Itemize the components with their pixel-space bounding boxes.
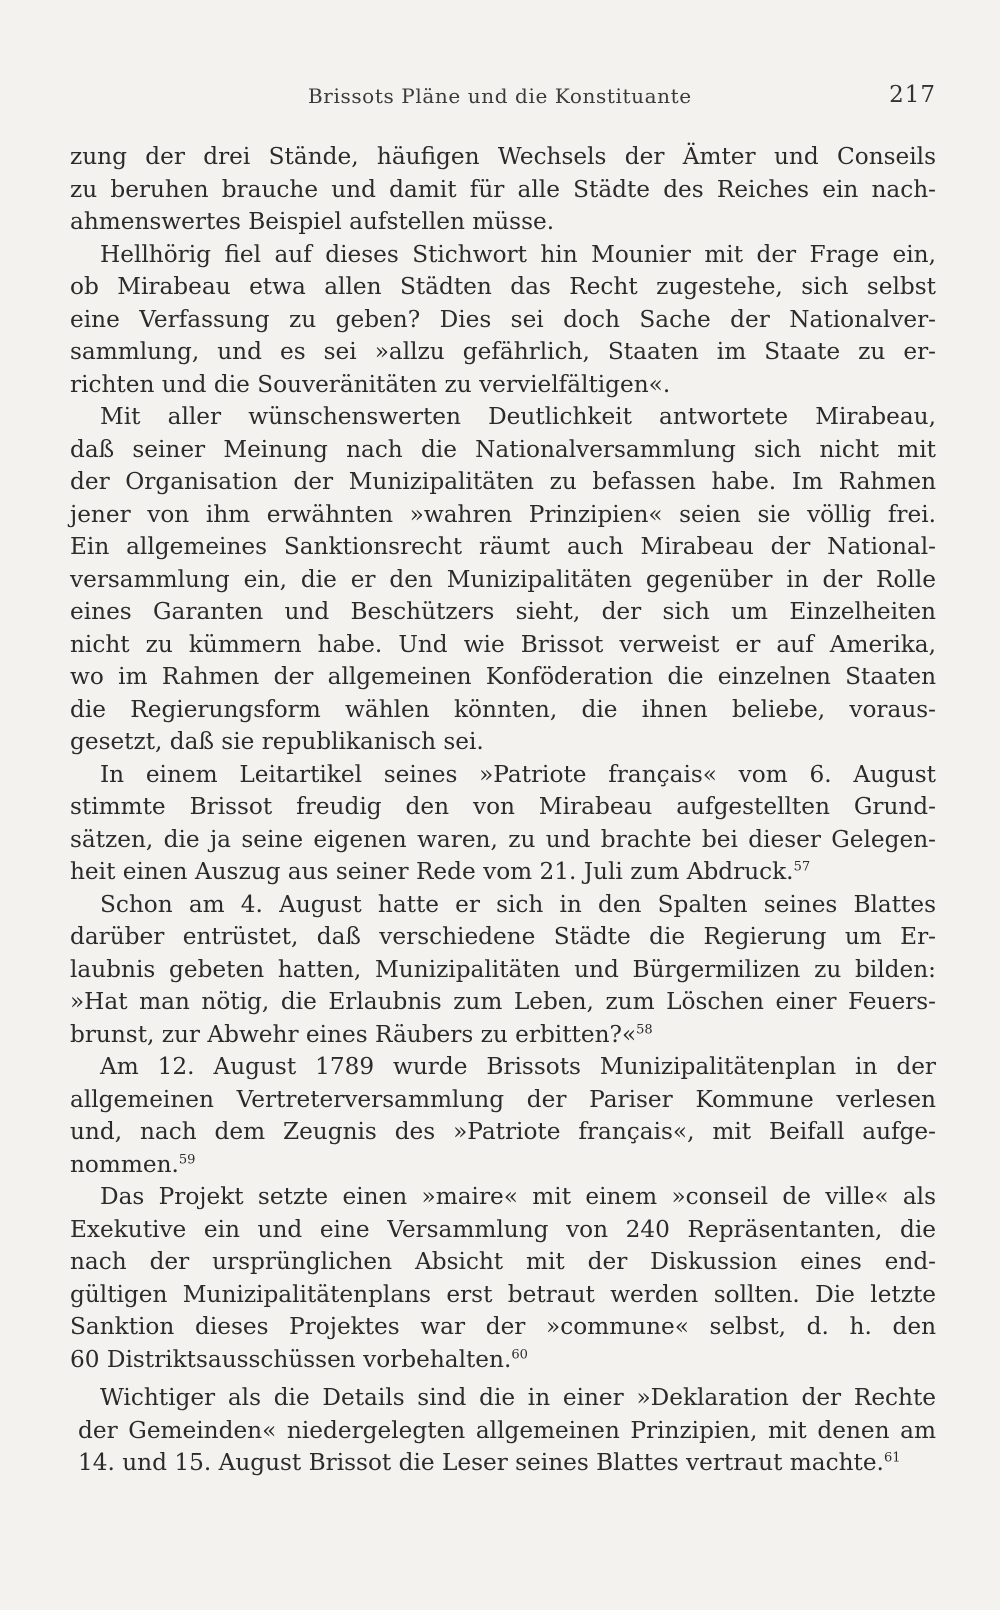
text-line <box>70 174 936 207</box>
text-line <box>70 1051 936 1084</box>
line-text: die Regierungsform wählen könnten, die ihnen beliebe, voraus- <box>70 695 936 723</box>
line-text: darüber entrüstet, daß verschiedene Städte die Regierung um Er- <box>70 923 936 950</box>
line-text: 60 Distriktsausschüssen vorbehalten. <box>70 1345 512 1373</box>
line-text: Das Projekt setzte einen »maire« mit einem »conseil de ville« als <box>100 1183 936 1210</box>
text-line <box>70 1116 936 1149</box>
line-text: sätzen, die ja seine eigenen waren, zu und brachte bei dieser Gelegen- <box>70 825 936 853</box>
line-text: 14. und 15. August Brissot die Leser seines Blattes vertraut machte. <box>78 1449 884 1476</box>
line-text: Sanktion dieses Projektes war der »commune« selbst, d. h. den <box>70 1313 936 1340</box>
text-line <box>70 466 936 499</box>
text-line <box>70 271 936 304</box>
footnote-ref[interactable]: 59 <box>178 1151 196 1167</box>
text-line <box>70 856 936 889</box>
line-text: sammlung, und es sei »allzu gefährlich, Staaten im Staate zu er- <box>70 338 936 365</box>
paragraph <box>70 1051 936 1181</box>
text-line <box>70 1311 936 1344</box>
line-text: zung der drei Stände, häufigen Wechsels der Ämter und Conseils <box>70 143 936 170</box>
footnote-ref[interactable]: 61 <box>883 1450 901 1466</box>
text-line <box>70 499 936 532</box>
text-line <box>70 336 936 369</box>
text-line <box>70 206 936 239</box>
text-line <box>70 1447 936 1480</box>
line-text: der Organisation der Munizipalitäten zu befassen habe. Im Rahmen <box>70 468 936 495</box>
text-line <box>70 694 936 727</box>
footnote-ref[interactable]: 58 <box>636 1021 653 1037</box>
line-text: jener von ihm erwähnten »wahren Prinzipien« seien sie völlig frei. <box>70 500 936 528</box>
line-text: Hellhörig fiel auf dieses Stichwort hin Mounier mit der Frage ein, <box>100 240 936 268</box>
text-line <box>70 239 936 272</box>
text-line <box>70 304 936 337</box>
text-line <box>70 726 936 759</box>
running-head <box>70 84 936 116</box>
text-line <box>70 954 936 987</box>
text-line <box>70 1181 936 1214</box>
footnote-ref[interactable]: 60 <box>511 1346 528 1362</box>
text-line <box>70 986 936 1019</box>
line-text: nicht zu kümmern habe. Und wie Brissot verweist er auf Amerika, <box>70 630 936 658</box>
text-line <box>70 564 936 597</box>
text-line <box>70 1246 936 1279</box>
line-text: versammlung ein, die er den Munizipalitäten gegenüber in der Rolle <box>70 565 936 593</box>
text-line <box>70 661 936 694</box>
paragraph <box>70 239 936 402</box>
line-text: laubnis gebeten hatten, Munizipalitäten und Bürgermilizen zu bilden: <box>70 955 936 983</box>
line-text: und, nach dem Zeugnis des »Patriote français«, mit Beifall aufge- <box>70 1118 936 1145</box>
paragraph <box>70 141 936 239</box>
line-text: ob Mirabeau etwa allen Städten das Recht zugestehe, sich selbst <box>70 273 936 300</box>
text-line <box>70 369 936 402</box>
text-line <box>70 791 936 824</box>
text-line <box>70 596 936 629</box>
line-text: Exekutive ein und eine Versammlung von 240 Repräsentanten, die <box>70 1215 936 1243</box>
text-line <box>70 1344 936 1377</box>
line-text: wo im Rahmen der allgemeinen Konföderation die einzelnen Staaten <box>70 663 936 690</box>
line-text: stimmte Brissot freudig den von Mirabeau aufgestellten Grund- <box>70 793 936 820</box>
text-line <box>70 1084 936 1117</box>
footnote-ref[interactable]: 57 <box>793 859 811 875</box>
line-text: Am 12. August 1789 wurde Brissots Munizipalitätenplan in der <box>100 1053 936 1080</box>
paragraph <box>70 401 936 759</box>
line-text: daß seiner Meinung nach die Nationalversammlung sich nicht mit <box>70 435 936 463</box>
line-text: richten und die Souveränitäten zu vervielfältigen«. <box>70 370 671 398</box>
text-line <box>70 1279 936 1312</box>
text-line <box>70 824 936 857</box>
paragraph <box>70 759 936 889</box>
line-text: allgemeinen Vertreterversammlung der Pariser Kommune verlesen <box>70 1085 936 1113</box>
line-text: »Hat man nötig, die Erlaubnis zum Leben, zum Löschen einer Feuers- <box>70 988 936 1015</box>
body-text <box>70 141 936 1480</box>
line-text: Mit aller wünschenswerten Deutlichkeit antwortete Mirabeau, <box>100 403 936 430</box>
text-line <box>70 141 936 174</box>
running-title: Brissots Pläne und die Konstituante <box>308 84 692 108</box>
line-text: Ein allgemeines Sanktionsrecht räumt auch Mirabeau der National- <box>70 533 936 560</box>
text-line <box>70 434 936 467</box>
line-text: zu beruhen brauche und damit für alle Städte des Reiches ein nach- <box>70 175 936 203</box>
line-text: Schon am 4. August hatte er sich in den Spalten seines Blattes <box>100 890 936 918</box>
text-line <box>70 531 936 564</box>
text-line <box>70 889 936 922</box>
text-line <box>70 401 936 434</box>
text-line <box>70 629 936 662</box>
paragraph <box>70 889 936 1052</box>
line-text: heit einen Auszug aus seiner Rede vom 21. Juli zum Abdruck. <box>70 858 794 885</box>
line-text: eine Verfassung zu geben? Dies sei doch Sache der Nationalver- <box>70 305 936 333</box>
text-line <box>70 1149 936 1182</box>
text-line <box>70 759 936 792</box>
line-text: der Gemeinden« niedergelegten allgemeinen Prinzipien, mit denen am <box>78 1416 936 1444</box>
text-line <box>70 1214 936 1247</box>
text-line <box>70 1019 936 1052</box>
text-line <box>70 1415 936 1448</box>
line-text: ahmenswertes Beispiel aufstellen müsse. <box>70 208 555 235</box>
line-text: In einem Leitartikel seines »Patriote français« vom 6. August <box>100 760 936 788</box>
paragraph <box>70 1382 936 1480</box>
line-text: gültigen Munizipalitätenplans erst betraut werden sollten. Die letzte <box>70 1280 936 1308</box>
paragraph <box>70 1181 936 1376</box>
text-line <box>70 921 936 954</box>
line-text: brunst, zur Abwehr eines Räubers zu erbitten?« <box>70 1020 637 1048</box>
line-text: eines Garanten und Beschützers sieht, der sich um Einzelheiten <box>70 598 936 625</box>
line-text: nommen. <box>70 1150 179 1178</box>
line-text: gesetzt, daß sie republikanisch sei. <box>70 728 484 755</box>
page-number: 217 <box>889 82 936 108</box>
text-line <box>70 1382 936 1415</box>
line-text: nach der ursprünglichen Absicht mit der Diskussion eines end- <box>70 1248 936 1275</box>
line-text: Wichtiger als die Details sind die in einer »Deklaration der Rechte <box>100 1384 936 1411</box>
